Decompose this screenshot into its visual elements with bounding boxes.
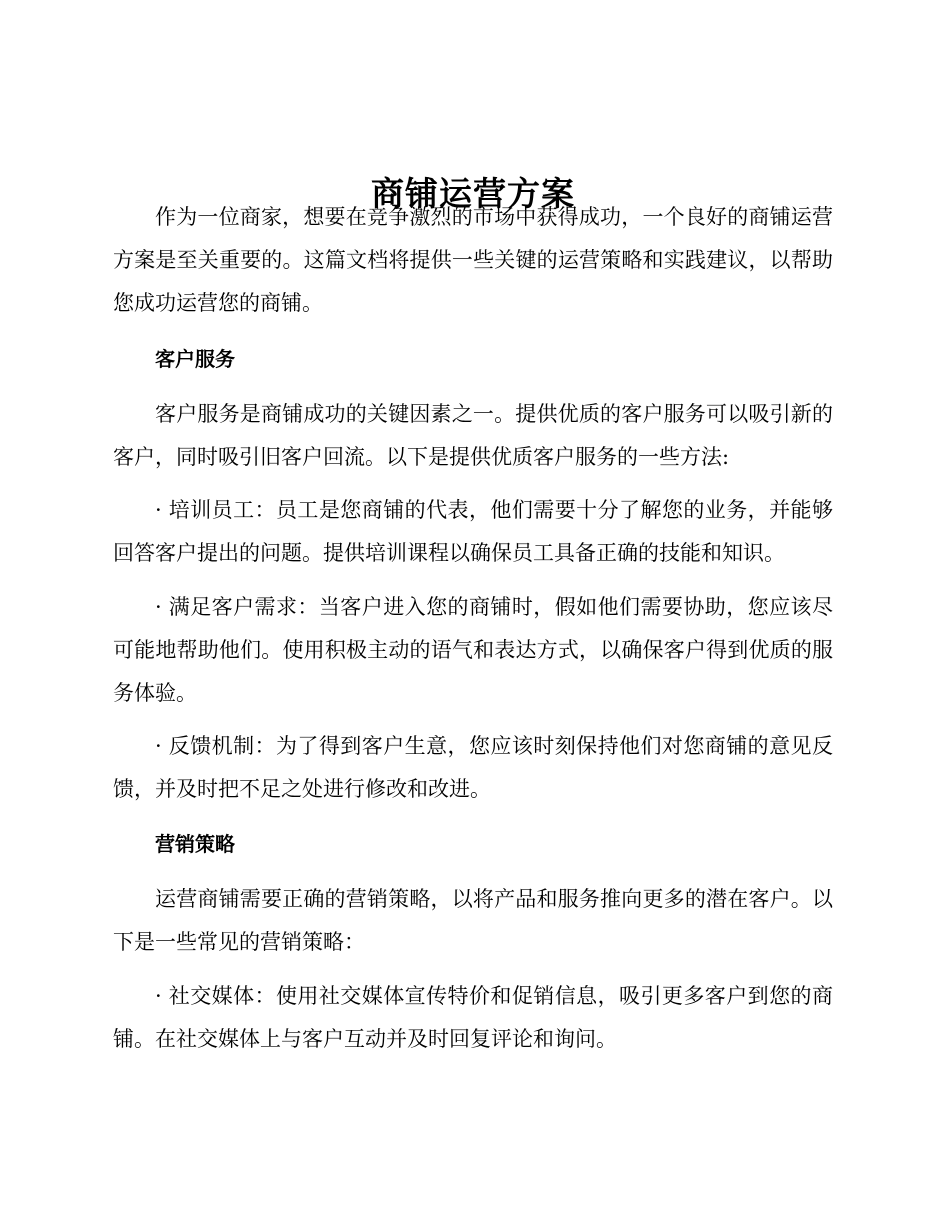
- marketing-intro-paragraph: 运营商铺需要正确的营销策略，以将产品和服务推向更多的潜在客户。以下是一些常见的营销策略：: [113, 887, 833, 954]
- document-title: 商铺运营方案: [371, 174, 575, 214]
- intro-paragraph: 作为一位商家，想要在竞争激烈的市场中获得成功，一个良好的商铺运营方案是至关重要的。这篇文档将提供一些关键的运营策略和实践建议，以帮助您成功运营您的商铺。: [113, 205, 833, 315]
- bullet-customer-needs: · 满足客户需求：当客户进入您的商铺时，假如他们需要协助，您应该尽可能地帮助他们。使用积极主动的语气和表达方式，以确保客户得到优质的服务体验。: [113, 595, 833, 705]
- bullet-social-media: · 社交媒体：使用社交媒体宣传特价和促销信息，吸引更多客户到您的商铺。在社交媒体上与客户互动并及时回复评论和询问。: [113, 984, 833, 1051]
- bullet-staff-training: · 培训员工：员工是您商铺的代表，他们需要十分了解您的业务，并能够回答客户提出的问题。提供培训课程以确保员工具备正确的技能和知识。: [113, 498, 833, 565]
- bullet-feedback-mechanism: · 反馈机制：为了得到客户生意，您应该时刻保持他们对您商铺的意见反馈，并及时把不足之处进行修改和改进。: [113, 734, 833, 801]
- customer-service-intro-paragraph: 客户服务是商铺成功的关键因素之一。提供优质的客户服务可以吸引新的客户，同时吸引旧客户回流。以下是提供优质客户服务的一些方法:: [113, 402, 833, 469]
- section-heading-customer-service: 客户服务: [155, 347, 235, 371]
- section-heading-marketing-strategy: 营销策略: [155, 832, 235, 856]
